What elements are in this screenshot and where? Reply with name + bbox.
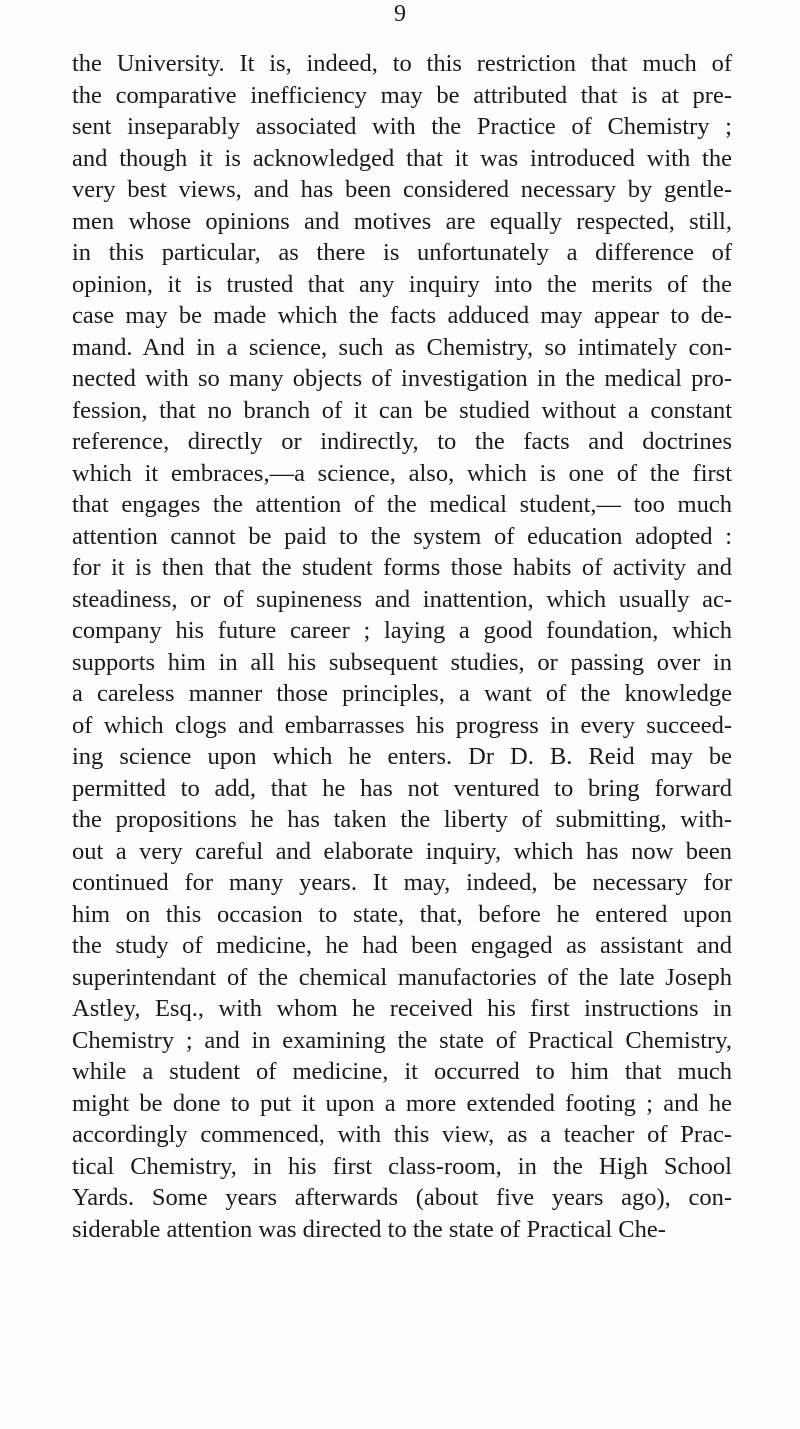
- text-line: steadiness, or of supineness and inattention, which usually ac-: [72, 585, 732, 613]
- text-line: supports him in all his subsequent studies, or passing over in: [72, 648, 732, 676]
- text-line: a careless manner those principles, a want of the knowledge: [72, 680, 732, 707]
- text-line: company his future career ; laying a good foundation, which: [72, 617, 732, 644]
- text-line: mand. And in a science, such as Chemistry, so intimately con-: [72, 333, 732, 361]
- text-line: him on this occasion to state, that, before he entered upon: [72, 900, 732, 928]
- text-line: case may be made which the facts adduced may appear to de-: [72, 302, 732, 329]
- text-line: Astley, Esq., with whom he received his first instructions in: [72, 995, 732, 1022]
- text-line: ing science upon which he enters. Dr D. B. Reid may be: [72, 743, 732, 770]
- text-line: superintendant of the chemical manufactories of the late Joseph: [72, 963, 732, 991]
- text-line: Yards. Some years afterwards (about five years ago), con-: [72, 1184, 732, 1211]
- text-line: very best views, and has been considered necessary by gentle-: [72, 176, 732, 203]
- text-line: reference, directly or indirectly, to the facts and doctrines: [72, 428, 732, 455]
- text-line: of which clogs and embarrasses his progress in every succeed-: [72, 711, 732, 739]
- text-line: might be done to put it upon a more extended footing ; and he: [72, 1089, 732, 1117]
- text-line: in this particular, as there is unfortunately a difference of: [72, 239, 732, 266]
- text-line: fession, that no branch of it can be studied without a constant: [72, 396, 732, 424]
- text-line: siderable attention was directed to the state of Practical Che-: [72, 1215, 666, 1243]
- text-line: tical Chemistry, in his first class-room, in the High School: [72, 1152, 732, 1180]
- text-line: opinion, it is trusted that any inquiry into the merits of the: [72, 270, 732, 298]
- text-line: while a student of medicine, it occurred to him that much: [72, 1058, 732, 1085]
- text-line: that engages the attention of the medical student,— too much: [72, 491, 732, 518]
- page-number: 9: [394, 1, 406, 27]
- text-line: accordingly commenced, with this view, as a teacher of Prac-: [72, 1121, 732, 1148]
- text-line: and though it is acknowledged that it was introduced with the: [72, 144, 732, 172]
- text-line: attention cannot be paid to the system of education adopted :: [72, 522, 732, 550]
- text-line: the study of medicine, he had been engaged as assistant and: [72, 932, 732, 959]
- text-line: for it is then that the student forms those habits of activity and: [72, 554, 732, 581]
- text-line: continued for many years. It may, indeed, be necessary for: [72, 869, 732, 896]
- body-text: [72, 48, 732, 1245]
- text-line: out a very careful and elaborate inquiry, which has now been: [72, 837, 732, 865]
- text-line: the University. It is, indeed, to this restriction that much of: [72, 50, 732, 77]
- text-line: the propositions he has taken the liberty of submitting, with-: [72, 806, 732, 833]
- text-line: Chemistry ; and in examining the state of Practical Chemistry,: [72, 1026, 732, 1054]
- text-line: permitted to add, that he has not ventured to bring forward: [72, 774, 732, 802]
- text-line: which it embraces,—a science, also, which is one of the first: [72, 459, 732, 487]
- text-line: the comparative inefficiency may be attributed that is at pre-: [72, 81, 732, 109]
- text-line: men whose opinions and motives are equally respected, still,: [72, 207, 732, 235]
- text-line: nected with so many objects of investigation in the medical pro-: [72, 365, 732, 392]
- text-line: sent inseparably associated with the Practice of Chemistry ;: [72, 113, 732, 140]
